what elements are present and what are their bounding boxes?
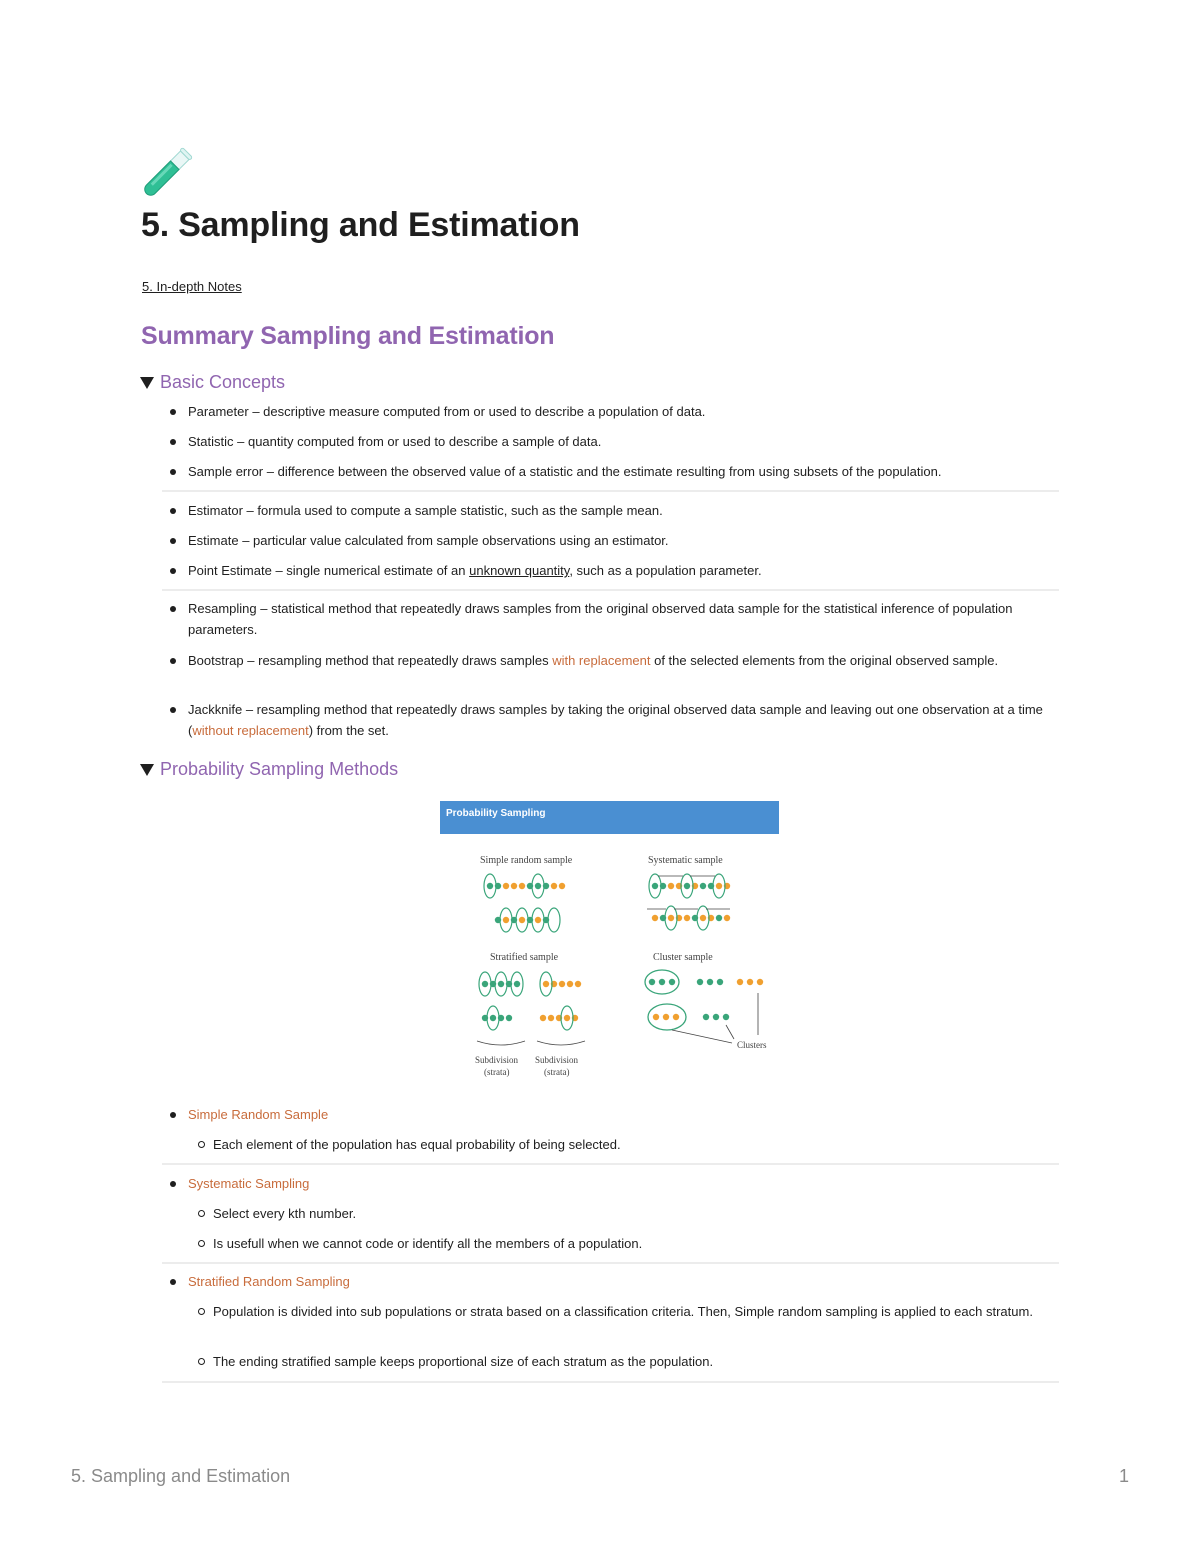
bullet-circle-icon <box>198 1210 205 1217</box>
list-item <box>166 401 1046 422</box>
toggle-triangle-icon[interactable] <box>140 377 154 389</box>
page-title: 5. Sampling and Estimation <box>141 206 580 244</box>
clusters-label: Clusters <box>737 1040 767 1050</box>
def-point-estimate-post: , such as a population parameter. <box>569 563 762 578</box>
bullet-dot-icon <box>170 1112 176 1118</box>
divider <box>162 490 1059 492</box>
bullet-circle-icon <box>198 1358 205 1365</box>
footer-title: 5. Sampling and Estimation <box>71 1466 291 1486</box>
list-item <box>166 1173 1046 1194</box>
figure-header-text: Probability Sampling <box>446 808 546 819</box>
list-item <box>166 530 1046 551</box>
def-statistic: – quantity computed from or used to describe a sample of data. <box>233 434 602 449</box>
list-item <box>166 431 1046 452</box>
divider <box>162 1381 1059 1383</box>
bullet-dot-icon <box>170 508 176 514</box>
term-estimate: Estimate <box>188 533 239 548</box>
list-item <box>196 1134 1056 1155</box>
bullet-dot-icon <box>170 606 176 612</box>
def-resampling: – statistical method that repeatedly draws samples from the original observed data sample for the statistical inference of population parameters. <box>188 601 1013 637</box>
srs-label: Simple random sample <box>480 855 573 866</box>
bullet-dot-icon <box>170 707 176 713</box>
divider <box>162 1163 1059 1165</box>
cluster-label: Cluster sample <box>653 952 713 963</box>
term-resampling: Resampling <box>188 601 257 616</box>
list-item <box>166 560 1046 581</box>
def-jackknife-pre: – resampling method that repeatedly draws samples by taking the original observed data sample and leaving out one observation at a time ( <box>188 702 1043 738</box>
bullet-dot-icon <box>170 658 176 664</box>
term-bootstrap: Bootstrap <box>188 653 244 668</box>
term-parameter: Parameter <box>188 404 249 419</box>
def-point-estimate-pre: – single numerical estimate of an <box>271 563 470 578</box>
def-estimate: – particular value calculated from sample observations using an estimator. <box>238 533 669 548</box>
stratified-point-1: Population is divided into sub populations or strata based on a classification criteria. Then, Simple random sampling is applied to each stratum. <box>213 1304 1033 1319</box>
strat-label: Stratified sample <box>490 952 559 963</box>
systematic-title: Systematic Sampling <box>188 1176 310 1191</box>
with-replacement-highlight: with replacement <box>552 653 651 668</box>
def-bootstrap-post: of the selected elements from the original observed sample. <box>650 653 999 668</box>
def-parameter: – descriptive measure computed from or used to describe a population of data. <box>248 404 706 419</box>
def-sample-error: – difference between the observed value of a statistic and the estimate resulting from using subsets of the population. <box>263 464 942 479</box>
stratified-title: Stratified Random Sampling <box>188 1274 350 1289</box>
def-estimator: – formula used to compute a sample statistic, such as the sample mean. <box>242 503 663 518</box>
bullet-circle-icon <box>198 1141 205 1148</box>
bullet-dot-icon <box>170 409 176 415</box>
bullet-circle-icon <box>198 1240 205 1247</box>
strat-dots <box>477 972 585 1045</box>
list-item <box>166 1104 1046 1125</box>
list-item <box>166 650 1046 671</box>
divider <box>162 589 1059 591</box>
bullet-dot-icon <box>170 1279 176 1285</box>
bullet-dot-icon <box>170 538 176 544</box>
subdivision-label-1: Subdivision <box>475 1055 519 1065</box>
simple-random-point: Each element of the population has equal probability of being selected. <box>213 1137 621 1152</box>
systematic-point-1: Select every kth number. <box>213 1206 357 1221</box>
list-item <box>196 1301 1056 1322</box>
probability-sampling-figure <box>440 801 780 1081</box>
sys-label: Systematic sample <box>648 855 723 866</box>
page-number: 1 <box>1119 1466 1130 1486</box>
stratified-point-2: The ending stratified sample keeps proportional size of each stratum as the population. <box>213 1354 714 1369</box>
term-sample-error: Sample error <box>188 464 264 479</box>
unknown-quantity-link[interactable]: unknown quantity <box>469 563 570 578</box>
bullet-dot-icon <box>170 469 176 475</box>
list-item <box>196 1203 1056 1224</box>
term-point-estimate: Point Estimate <box>188 563 272 578</box>
list-item <box>166 598 1046 640</box>
bullet-dot-icon <box>170 568 176 574</box>
basic-concepts-heading: Basic Concepts <box>160 372 286 392</box>
bullet-dot-icon <box>170 439 176 445</box>
divider <box>162 1262 1059 1264</box>
strata-label-1: (strata) <box>484 1067 510 1077</box>
srs-dots <box>484 874 565 932</box>
cluster-dots <box>645 970 763 1043</box>
bullet-circle-icon <box>198 1308 205 1315</box>
toggle-basic-concepts[interactable] <box>140 372 285 393</box>
list-item <box>166 1271 1046 1292</box>
systematic-point-2: Is usefull when we cannot code or identify all the members of a population. <box>213 1236 643 1251</box>
list-item <box>196 1233 1056 1254</box>
term-statistic: Statistic <box>188 434 234 449</box>
probability-sampling-heading: Probability Sampling Methods <box>160 759 399 779</box>
term-estimator: Estimator <box>188 503 243 518</box>
strata-label-2: (strata) <box>544 1067 570 1077</box>
list-item <box>196 1351 1056 1372</box>
subdivision-label-2: Subdivision <box>535 1055 579 1065</box>
term-jackknife: Jackknife <box>188 702 243 717</box>
simple-random-title: Simple Random Sample <box>188 1107 329 1122</box>
list-item <box>166 500 1046 521</box>
summary-heading: Summary Sampling and Estimation <box>141 322 555 350</box>
sys-dots <box>647 874 730 930</box>
def-jackknife-post: ) from the set. <box>308 723 389 738</box>
toggle-triangle-icon[interactable] <box>140 764 154 776</box>
bullet-dot-icon <box>170 1181 176 1187</box>
list-item <box>166 461 1046 482</box>
list-item <box>166 699 1046 741</box>
in-depth-notes-link[interactable]: 5. In-depth Notes <box>142 279 242 294</box>
def-bootstrap-pre: – resampling method that repeatedly draws samples <box>243 653 553 668</box>
toggle-probability-sampling[interactable] <box>140 759 398 780</box>
test-tube-icon <box>140 146 194 200</box>
without-replacement-highlight: without replacement <box>192 723 309 738</box>
